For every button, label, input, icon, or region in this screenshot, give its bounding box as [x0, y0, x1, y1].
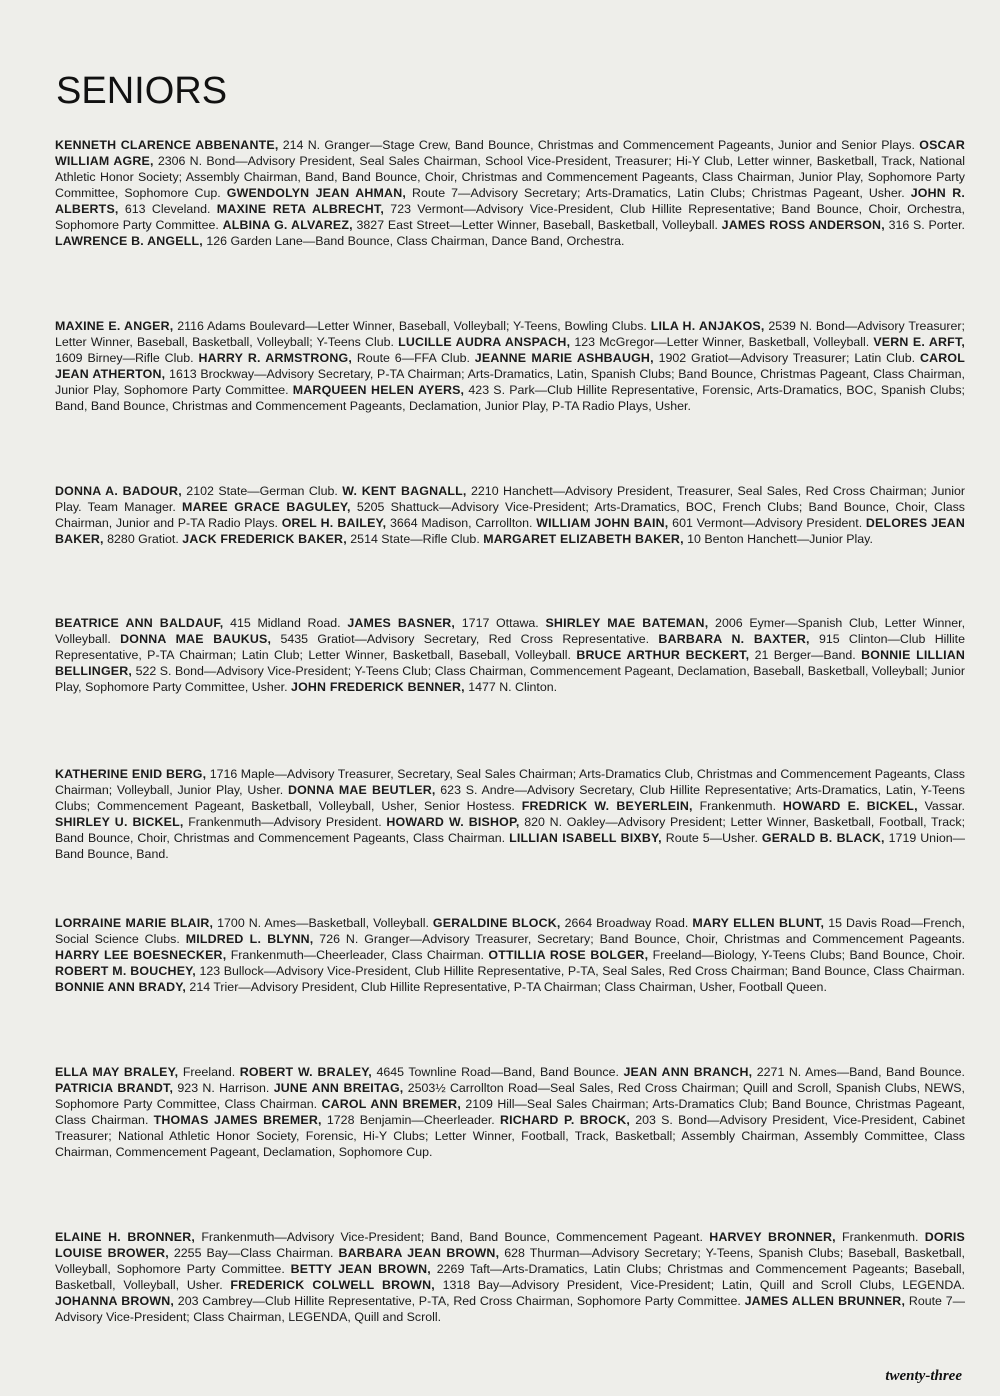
- senior-details: 2210 Hanchett—Advisory President, Treasurer, Seal Sales, Red Cross Chairman; Junior Play. Team Manager.: [55, 484, 965, 514]
- senior-name: MAXINE E. ANGER,: [55, 319, 174, 333]
- senior-name: HOWARD W. BISHOP,: [386, 815, 520, 829]
- senior-name: BONNIE ANN BRADY,: [55, 980, 186, 994]
- senior-details: Frankenmuth.: [835, 1230, 925, 1244]
- senior-name: DONNA MAE BAUKUS,: [120, 632, 272, 646]
- senior-name: OTTILLIA ROSE BOLGER,: [488, 948, 649, 962]
- senior-paragraph-5: [55, 766, 965, 862]
- senior-details: 2255 Bay—Class Chairman.: [168, 1246, 339, 1260]
- senior-details: Frankenmuth—Advisory President.: [183, 815, 387, 829]
- senior-name: JEANNE MARIE ASHBAUGH,: [474, 351, 654, 365]
- senior-details: 723 Vermont—Advisory Vice-President, Club Hillite Representative; Band Bounce, Choir, Orchestra, Sophomore Party Committee.: [55, 202, 966, 232]
- senior-details: 2109 Hill—Seal Sales Chairman; Arts-Dramatics Club; Band Bounce, Christmas Pageant, Class Chairman.: [55, 1097, 965, 1127]
- senior-name: LUCILLE AUDRA ANSPACH,: [398, 335, 571, 349]
- senior-details: 923 N. Harrison.: [173, 1081, 274, 1095]
- senior-name: JEAN ANN BRANCH,: [623, 1065, 753, 1079]
- senior-name: JAMES BASNER,: [347, 616, 456, 630]
- senior-paragraph-2: [55, 318, 965, 414]
- senior-details: 21 Berger—Band.: [749, 648, 862, 662]
- senior-name: FREDRICK W. BEYERLEIN,: [521, 799, 693, 813]
- senior-paragraph-8: [55, 1229, 965, 1325]
- senior-name: DELORES JEAN BAKER,: [55, 516, 965, 546]
- senior-name: VERN E. ARFT,: [873, 335, 965, 349]
- senior-details: 316 S. Porter.: [884, 218, 965, 232]
- senior-details: 214 N. Granger—Stage Crew, Band Bounce, Christmas and Commencement Pageants, Junior and Senior Plays.: [278, 138, 920, 152]
- senior-name: JAMES ALLEN BRUNNER,: [744, 1294, 906, 1308]
- senior-details: 915 Clinton—Club Hillite Representative, P-TA Chairman; Latin Club; Letter Winner, Basketball, Baseball, Volleyball.: [55, 632, 965, 662]
- senior-name: OREL H. BAILEY,: [281, 516, 387, 530]
- senior-name: HARVEY BRONNER,: [709, 1230, 836, 1244]
- senior-details: 623 S. Andre—Advisory Secretary, Club Hillite Representative; Arts-Dramatics, Latin, Y-Teens Clubs; Commencement Pageant, Basketball, Volleyball, Usher, Senior Hostess.: [55, 783, 965, 813]
- senior-name: JUNE ANN BREITAG,: [273, 1081, 404, 1095]
- senior-name: MARQUEEN HELEN AYERS,: [292, 383, 465, 397]
- senior-name: MILDRED L. BLYNN,: [185, 932, 314, 946]
- senior-name: LILA H. ANJAKOS,: [650, 319, 765, 333]
- senior-details: 613 Cleveland.: [118, 202, 217, 216]
- senior-details: Vassar.: [917, 799, 965, 813]
- senior-name: HARRY R. ARMSTRONG,: [198, 351, 352, 365]
- senior-details: Route 7—Advisory Secretary; Arts-Dramatics, Latin Clubs; Christmas Pageant, Usher.: [405, 186, 911, 200]
- senior-name: DORIS LOUISE BROWER,: [55, 1230, 965, 1260]
- senior-details: 2539 N. Bond—Advisory Treasurer; Letter Winner, Baseball, Basketball, Volleyball; Y-Teens Club.: [55, 319, 966, 349]
- senior-details: Freeland.: [178, 1065, 240, 1079]
- senior-name: SHIRLEY U. BICKEL,: [55, 815, 184, 829]
- senior-name: ELAINE H. BRONNER,: [55, 1230, 196, 1244]
- senior-name: JOHANNA BROWN,: [55, 1294, 175, 1308]
- senior-name: GERALDINE BLOCK,: [432, 916, 561, 930]
- senior-details: 601 Vermont—Advisory President.: [668, 516, 866, 530]
- senior-details: 726 N. Granger—Advisory Treasurer, Secretary; Band Bounce, Choir, Christmas and Commencement Pageants.: [313, 932, 965, 946]
- senior-name: DONNA MAE BEUTLER,: [287, 783, 436, 797]
- senior-name: JACK FREDERICK BAKER,: [182, 532, 347, 546]
- senior-name: JOHN FREDERICK BENNER,: [290, 680, 465, 694]
- senior-details: Freeland—Biology, Y-Teens Clubs; Band Bounce, Choir.: [648, 948, 966, 962]
- senior-name: BARBARA JEAN BROWN,: [338, 1246, 500, 1260]
- senior-details: Frankenmuth.: [692, 799, 783, 813]
- senior-details: 8280 Gratiot.: [103, 532, 183, 546]
- senior-name: PATRICIA BRANDT,: [55, 1081, 174, 1095]
- page-title: SENIORS: [56, 70, 228, 112]
- senior-name: BETTY JEAN BROWN,: [290, 1262, 431, 1276]
- senior-details: 214 Trier—Advisory President, Club Hillite Representative, P-TA Chairman; Class Chairman, Usher, Football Queen.: [185, 980, 827, 994]
- senior-name: JAMES ROSS ANDERSON,: [721, 218, 885, 232]
- senior-name: OSCAR WILLIAM AGRE,: [55, 138, 965, 168]
- senior-details: 2102 State—German Club.: [181, 484, 343, 498]
- senior-name: LILLIAN ISABELL BIXBY,: [509, 831, 662, 845]
- senior-details: 522 S. Bond—Advisory Vice-President; Y-Teens Club; Class Chairman, Commencement Pageant, Declamation, Baseball, Basketball, Volleyball; Junior Play, Sophomore Party Committee, Usher.: [55, 664, 965, 694]
- senior-name: CAROL JEAN ATHERTON,: [55, 351, 965, 381]
- senior-details: 1700 N. Ames—Basketball, Volleyball.: [213, 916, 433, 930]
- senior-details: 2271 N. Ames—Band, Band Bounce.: [752, 1065, 965, 1079]
- senior-details: 1728 Benjamin—Cheerleader.: [321, 1113, 500, 1127]
- senior-name: FREDERICK COLWELL BROWN,: [230, 1278, 435, 1292]
- senior-name: ROBERT W. BRALEY,: [239, 1065, 372, 1079]
- senior-details: 3827 East Street—Letter Winner, Baseball, Basketball, Volleyball.: [352, 218, 722, 232]
- senior-name: BARBARA N. BAXTER,: [658, 632, 810, 646]
- senior-name: RICHARD P. BROCK,: [499, 1113, 630, 1127]
- senior-name: BRUCE ARTHUR BECKERT,: [576, 648, 750, 662]
- senior-details: 1716 Maple—Advisory Treasurer, Secretary, Seal Sales Chairman; Arts-Dramatics Club, Christmas and Commencement Pageants, Class Chairman; Volleyball, Junior Play, Usher.: [55, 767, 966, 797]
- senior-details: 15 Davis Road—French, Social Science Clubs.: [55, 916, 965, 946]
- senior-name: THOMAS JAMES BREMER,: [153, 1113, 322, 1127]
- senior-details: Route 5—Usher.: [661, 831, 762, 845]
- senior-name: LORRAINE MARIE BLAIR,: [55, 916, 214, 930]
- senior-details: Frankenmuth—Cheerleader, Class Chairman.: [226, 948, 489, 962]
- senior-name: HOWARD E. BICKEL,: [782, 799, 918, 813]
- senior-name: WILLIAM JOHN BAIN,: [536, 516, 669, 530]
- senior-paragraph-4: [55, 615, 965, 695]
- senior-details: 2503½ Carrollton Road—Seal Sales, Red Cross Chairman; Quill and Scroll, Spanish Clubs, NEWS, Sophomore Party Committee, Class Chairman.: [55, 1081, 965, 1111]
- senior-name: LAWRENCE B. ANGELL,: [55, 234, 203, 248]
- senior-details: 1719 Union—Band Bounce, Band.: [55, 831, 965, 861]
- senior-paragraph-6: [55, 915, 965, 995]
- senior-details: 2664 Broadway Road.: [560, 916, 693, 930]
- senior-name: ALBINA G. ALVAREZ,: [222, 218, 353, 232]
- senior-name: BEATRICE ANN BALDAUF,: [55, 616, 224, 630]
- senior-name: CAROL ANN BREMER,: [321, 1097, 461, 1111]
- senior-details: 1318 Bay—Advisory President, Vice-President; Latin, Quill and Scroll Clubs, LEGENDA.: [434, 1278, 965, 1292]
- senior-name: ELLA MAY BRALEY,: [55, 1065, 179, 1079]
- senior-name: MAREE GRACE BAGULEY,: [182, 500, 351, 514]
- senior-name: JOHN R. ALBERTS,: [55, 186, 965, 216]
- senior-name: HARRY LEE BOESNECKER,: [55, 948, 227, 962]
- senior-name: SHIRLEY MAE BATEMAN,: [545, 616, 709, 630]
- senior-name: GERALD B. BLACK,: [761, 831, 885, 845]
- senior-details: 423 S. Park—Club Hillite Representative, Forensic, Arts-Dramatics, BOC, Spanish Clubs; Band, Band Bounce, Christmas and Commencement Pageants, Declamation, Junior Play, P-TA Radio Plays, Usher.: [55, 383, 965, 413]
- senior-paragraph-1: [55, 137, 965, 249]
- senior-details: 3664 Madison, Carrollton.: [386, 516, 537, 530]
- senior-details: 203 Cambrey—Club Hillite Representative, P-TA, Red Cross Chairman, Sophomore Party Committee.: [174, 1294, 745, 1308]
- senior-details: 123 Bullock—Advisory Vice-President, Club Hillite Representative, P-TA, Seal Sales, Red Cross Chairman; Band Bounce, Class Chairman.: [195, 964, 965, 978]
- senior-paragraph-7: [55, 1064, 965, 1160]
- senior-details: Route 6—FFA Club.: [351, 351, 475, 365]
- senior-details: 5435 Gratiot—Advisory Secretary, Red Cross Representative.: [271, 632, 659, 646]
- senior-details: 126 Garden Lane—Band Bounce, Class Chairman, Dance Band, Orchestra.: [202, 234, 625, 248]
- senior-details: 1477 N. Clinton.: [464, 680, 558, 694]
- senior-details: 2306 N. Bond—Advisory President, Seal Sales Chairman, School Vice-President, Treasurer; Hi-Y Club, Letter winner, Basketball, Track, National Athletic Honor Society; Assembly Chairman, Band, Band Bounce, Choir, Christmas and Commencement Pageants, Class Chairman, Junior Play, Sophomore Party Committee, Sophomore Cup.: [55, 154, 966, 200]
- senior-details: 2006 Eymer—Spanish Club, Letter Winner, Volleyball.: [55, 616, 966, 646]
- page-number: twenty-three: [885, 1368, 962, 1384]
- senior-name: MARGARET ELIZABETH BAKER,: [483, 532, 684, 546]
- senior-details: 2269 Taft—Arts-Dramatics, Latin Clubs; Christmas and Commencement Pageants; Baseball, Basketball, Volleyball, Usher.: [55, 1262, 965, 1292]
- senior-name: KATHERINE ENID BERG,: [55, 767, 207, 781]
- senior-details: 203 S. Bond—Advisory President, Vice-President, Cabinet Treasurer; National Athletic Honor Society, Forensic, Hi-Y Clubs; Letter Winner, Football, Track, Basketball; Assembly Chairman, Assembly Committee, Class Chairman, Commencement Pageant, Declamation, Sophomore Cup.: [55, 1113, 965, 1159]
- senior-details: 1609 Birney—Rifle Club.: [55, 351, 199, 365]
- senior-name: BONNIE LILLIAN BELLINGER,: [55, 648, 966, 678]
- senior-paragraph-3: [55, 483, 965, 547]
- senior-details: 10 Benton Hanchett—Junior Play.: [683, 532, 873, 546]
- senior-details: 5205 Shattuck—Advisory Vice-President; Arts-Dramatics, BOC, French Clubs; Band Bounce, Choir, Class Chairman, Junior and P-TA Radio Plays.: [55, 500, 965, 530]
- senior-details: 2116 Adams Boulevard—Letter Winner, Baseball, Volleyball; Y-Teens, Bowling Clubs.: [173, 319, 651, 333]
- senior-details: 1902 Gratiot—Advisory Treasurer; Latin Club.: [653, 351, 920, 365]
- senior-details: 415 Midland Road.: [223, 616, 348, 630]
- senior-details: 628 Thurman—Advisory Secretary; Y-Teens, Spanish Clubs; Baseball, Basketball, Volleyball, Sophomore Party Committee.: [55, 1246, 965, 1276]
- senior-name: KENNETH CLARENCE ABBENANTE,: [55, 138, 279, 152]
- senior-name: MAXINE RETA ALBRECHT,: [216, 202, 384, 216]
- senior-name: DONNA A. BADOUR,: [55, 484, 182, 498]
- senior-details: 2514 State—Rifle Club.: [346, 532, 484, 546]
- senior-details: Frankenmuth—Advisory Vice-President; Band, Band Bounce, Commencement Pageant.: [195, 1230, 710, 1244]
- senior-details: Route 7—Advisory Vice-President; Class Chairman, LEGENDA, Quill and Scroll.: [55, 1294, 966, 1324]
- senior-name: W. KENT BAGNALL,: [342, 484, 467, 498]
- senior-details: 820 N. Oakley—Advisory President; Letter Winner, Basketball, Football, Track; Band Bounce, Choir, Christmas and Commencement Pageants, Class Chairman.: [55, 815, 966, 845]
- senior-details: 4645 Townline Road—Band, Band Bounce.: [371, 1065, 624, 1079]
- senior-details: 123 McGregor—Letter Winner, Basketball, Volleyball.: [570, 335, 874, 349]
- senior-name: MARY ELLEN BLUNT,: [692, 916, 825, 930]
- senior-name: GWENDOLYN JEAN AHMAN,: [226, 186, 406, 200]
- senior-details: 1717 Ottawa.: [455, 616, 546, 630]
- senior-details: 1613 Brockway—Advisory Secretary, P-TA Chairman; Arts-Dramatics, Latin, Spanish Clubs; Band Bounce, Christmas Pageant, Class Chairman, Junior Play, Sophomore Party Committee.: [55, 367, 966, 397]
- senior-name: ROBERT M. BOUCHEY,: [55, 964, 196, 978]
